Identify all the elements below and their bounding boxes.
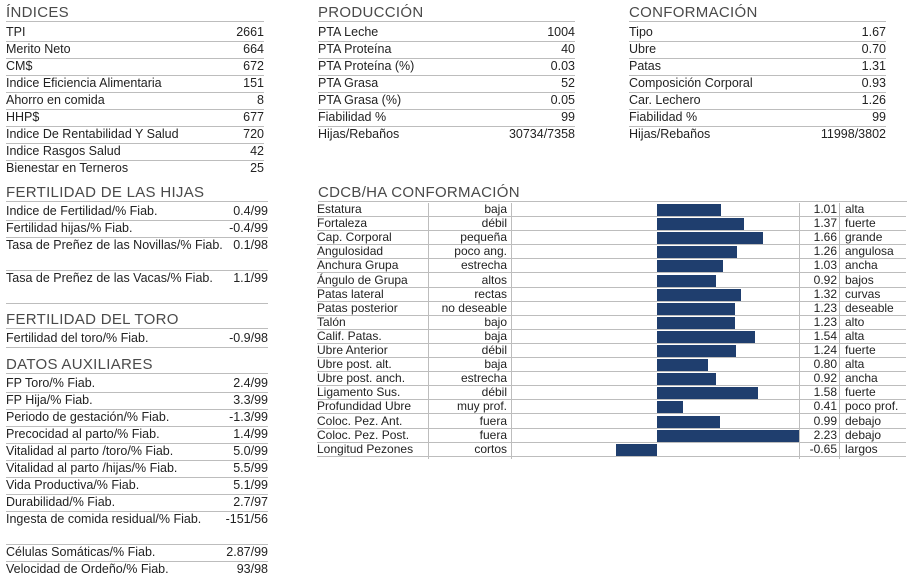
trait-low-label: altos	[481, 272, 507, 287]
trait-high-label: ancha	[845, 371, 878, 386]
trait-high-label: alto	[845, 314, 865, 329]
row-value: 1.1/99	[233, 271, 268, 285]
data-row	[6, 238, 268, 271]
trait-value: 1.32	[813, 286, 837, 301]
row-value: 2661	[236, 25, 264, 39]
row-label: PTA Proteína (%)	[318, 59, 415, 73]
row-label: PTA Leche	[318, 25, 379, 39]
data-row	[6, 545, 268, 562]
row-value: 0.05	[550, 93, 575, 107]
trait-low-label: cortos	[474, 441, 507, 456]
data-row	[629, 42, 886, 59]
trait-value: 0.92	[813, 272, 837, 287]
row-label: PTA Grasa (%)	[318, 93, 402, 107]
trait-low-label: baja	[484, 202, 507, 216]
trait-bar	[657, 275, 716, 287]
trait-high-label: ancha	[845, 258, 878, 273]
section-title: CONFORMACIÓN	[629, 4, 886, 22]
data-row	[6, 144, 264, 161]
row-value: 1.26	[861, 93, 886, 107]
row-label: Ubre	[629, 42, 657, 56]
trait-high-label: alta	[845, 328, 865, 343]
trait-low-label: estrecha	[460, 371, 507, 386]
trait-value: 1.58	[813, 385, 837, 400]
trait-name: Fortaleza	[317, 216, 368, 231]
trait-name: Cap. Corporal	[317, 230, 392, 245]
trait-bar	[657, 373, 716, 385]
trait-bar	[657, 289, 741, 301]
trait-high-label: fuerte	[845, 343, 876, 357]
data-row	[6, 59, 264, 76]
trait-name: Ángulo de Grupa	[317, 272, 408, 287]
row-label: Indice De Rentabilidad Y Salud	[6, 127, 179, 141]
trait-name: Angulosidad	[317, 244, 384, 259]
trait-bar	[657, 303, 735, 315]
section-title: DATOS AUXILIARES	[6, 356, 268, 374]
trait-row	[317, 358, 906, 372]
data-row	[6, 495, 268, 512]
row-label: Indice Rasgos Salud	[6, 144, 121, 158]
trait-value: 1.26	[813, 244, 837, 259]
section-title: PRODUCCIÓN	[318, 4, 575, 22]
trait-high-label: deseable	[845, 300, 894, 315]
row-label: PTA Proteína	[318, 42, 392, 56]
trait-row	[317, 231, 906, 245]
data-row	[6, 93, 264, 110]
row-label: Velocidad de Ordeño/% Fiab.	[6, 562, 169, 576]
data-row	[629, 59, 886, 76]
trait-bar	[657, 260, 723, 272]
row-label: Ahorro en comida	[6, 93, 105, 107]
trait-value: 1.01	[813, 202, 837, 216]
data-row	[6, 376, 268, 393]
trait-row	[317, 217, 906, 231]
row-value: 677	[243, 110, 264, 124]
row-label: PTA Grasa	[318, 76, 379, 90]
data-row	[6, 221, 268, 238]
trait-high-label: largos	[845, 441, 878, 456]
row-value: 93/98	[236, 562, 268, 576]
row-label: Ingesta de comida residual/% Fiab.	[6, 512, 202, 526]
section-title: ÍNDICES	[6, 4, 264, 22]
trait-name: Anchura Grupa	[317, 258, 399, 273]
trait-high-label: alta	[845, 357, 865, 372]
row-label: Fertilidad hijas/% Fiab.	[6, 221, 133, 235]
trait-value: 1.37	[813, 216, 837, 231]
data-row	[6, 127, 264, 144]
trait-low-label: baja	[484, 328, 507, 343]
trait-row	[317, 429, 906, 443]
data-row	[6, 512, 268, 545]
trait-high-label: bajos	[845, 272, 874, 287]
trait-row	[317, 400, 906, 414]
row-value: 5.1/99	[233, 478, 268, 492]
row-value: 40	[561, 42, 575, 56]
data-row	[6, 393, 268, 410]
data-row	[318, 42, 575, 59]
row-value: 30734/7358	[508, 127, 575, 141]
row-label: HHP$	[6, 110, 40, 124]
trait-low-label: bajo	[484, 314, 507, 329]
data-row	[6, 161, 264, 178]
row-label: Patas	[629, 59, 661, 73]
trait-row	[317, 330, 906, 344]
row-value: 99	[561, 110, 575, 124]
trait-bar	[657, 345, 736, 357]
row-label: CM$	[6, 59, 33, 73]
trait-low-label: débil	[481, 343, 507, 357]
trait-low-label: baja	[484, 357, 507, 372]
row-value: 0.93	[861, 76, 886, 90]
row-label: Fertilidad del toro/% Fiab.	[6, 331, 149, 345]
row-value: 672	[243, 59, 264, 73]
data-row	[318, 59, 575, 76]
row-label: Periodo de gestación/% Fiab.	[6, 410, 170, 424]
trait-value: 0.92	[813, 371, 837, 386]
row-label: Car. Lechero	[629, 93, 701, 107]
trait-row	[317, 316, 906, 330]
trait-row	[317, 288, 906, 302]
trait-row	[317, 274, 906, 288]
section-title: FERTILIDAD DEL TORO	[6, 311, 268, 329]
trait-value: 1.23	[813, 300, 837, 315]
trait-name: Calif. Patas.	[317, 328, 382, 343]
trait-name: Longitud Pezones	[317, 441, 414, 456]
trait-low-label: no deseable	[441, 300, 507, 315]
trait-bar	[657, 317, 735, 329]
trait-high-label: fuerte	[845, 385, 876, 400]
row-value: 25	[250, 161, 264, 175]
row-value: 0.70	[861, 42, 886, 56]
row-label: Composición Corporal	[629, 76, 753, 90]
row-value: -0.9/98	[229, 331, 268, 345]
trait-value: 0.99	[813, 413, 837, 428]
data-row	[6, 478, 268, 495]
data-row	[318, 25, 575, 42]
trait-row	[317, 245, 906, 259]
row-label: Precocidad al parto/% Fiab.	[6, 427, 160, 441]
row-value: 0.1/98	[233, 238, 268, 252]
data-row	[629, 25, 886, 42]
row-label: TPI	[6, 25, 26, 39]
row-label: Tipo	[629, 25, 653, 39]
trait-bar	[657, 218, 744, 230]
row-label: Fiabilidad %	[318, 110, 387, 124]
trait-bar	[657, 416, 720, 428]
row-label: Fiabilidad %	[629, 110, 698, 124]
row-label: Vitalidad al parto /toro/% Fiab.	[6, 444, 174, 458]
trait-bar	[657, 204, 721, 216]
row-value: 1.31	[861, 59, 886, 73]
row-value: 2.87/99	[226, 545, 268, 559]
data-row	[6, 76, 264, 93]
trait-bar	[657, 387, 758, 399]
data-row	[6, 42, 264, 59]
trait-value: 1.54	[813, 328, 837, 343]
trait-low-label: poco ang.	[454, 244, 507, 259]
trait-low-label: estrecha	[460, 258, 507, 273]
trait-row	[317, 344, 906, 358]
row-value: 5.0/99	[233, 444, 268, 458]
row-value: -1.3/99	[229, 410, 268, 424]
trait-low-label: muy prof.	[456, 399, 507, 414]
trait-low-label: fuera	[479, 413, 507, 428]
row-value: 99	[872, 110, 886, 124]
trait-low-label: fuera	[479, 427, 507, 442]
row-value: 664	[243, 42, 264, 56]
row-label: Indice Eficiencia Alimentaria	[6, 76, 162, 90]
trait-row	[317, 372, 906, 386]
trait-row	[317, 415, 906, 429]
data-row	[629, 110, 886, 127]
trait-name: Ubre post. anch.	[317, 371, 406, 386]
trait-row	[317, 386, 906, 400]
data-row	[629, 93, 886, 110]
data-row	[318, 110, 575, 127]
data-row	[6, 461, 268, 478]
row-label: Hijas/Rebaños	[318, 127, 400, 141]
trait-value: -0.65	[809, 441, 837, 456]
row-value: 0.03	[550, 59, 575, 73]
row-value: 1.67	[861, 25, 886, 39]
row-label: Durabilidad/% Fiab.	[6, 495, 116, 509]
row-label: FP Toro/% Fiab.	[6, 376, 96, 390]
trait-high-label: alta	[845, 202, 865, 216]
data-row	[6, 562, 268, 579]
data-row	[6, 331, 268, 348]
trait-bar	[657, 401, 683, 413]
trait-bar	[657, 359, 708, 371]
row-value: 2.4/99	[233, 376, 268, 390]
trait-value: 1.23	[813, 314, 837, 329]
trait-high-label: fuerte	[845, 216, 876, 231]
trait-value: 1.24	[813, 343, 837, 357]
data-row	[6, 444, 268, 461]
data-row	[318, 76, 575, 93]
trait-low-label: débil	[481, 216, 507, 231]
data-row	[6, 25, 264, 42]
row-value: 8	[257, 93, 264, 107]
row-label: FP Hija/% Fiab.	[6, 393, 93, 407]
trait-low-label: rectas	[474, 286, 507, 301]
trait-value: 1.66	[813, 230, 837, 245]
trait-name: Profundidad Ubre	[317, 399, 412, 414]
row-value: 2.7/97	[233, 495, 268, 509]
data-row	[6, 110, 264, 127]
row-value: -151/56	[225, 512, 268, 526]
row-value: -0.4/99	[229, 221, 268, 235]
row-value: 5.5/99	[233, 461, 268, 475]
row-value: 720	[243, 127, 264, 141]
trait-name: Patas posterior	[317, 300, 398, 315]
trait-value: 1.03	[813, 258, 837, 273]
trait-name: Talón	[317, 314, 346, 329]
data-row	[629, 127, 886, 144]
trait-row	[317, 302, 906, 316]
trait-high-label: debajo	[845, 427, 882, 442]
trait-name: Ubre Anterior	[317, 343, 388, 357]
row-value: 1004	[547, 25, 575, 39]
row-label: Merito Neto	[6, 42, 71, 56]
trait-bar	[657, 246, 737, 258]
trait-bar	[657, 430, 799, 442]
trait-high-label: poco prof.	[845, 399, 899, 414]
row-value: 151	[243, 76, 264, 90]
row-label: Tasa de Preñez de las Novillas/% Fiab.	[6, 238, 223, 252]
data-row	[6, 271, 268, 304]
row-value: 11998/3802	[820, 127, 886, 141]
data-row	[6, 204, 268, 221]
data-row	[318, 93, 575, 110]
trait-row	[317, 203, 906, 217]
row-value: 42	[250, 144, 264, 158]
section-title: FERTILIDAD DE LAS HIJAS	[6, 184, 268, 202]
row-label: Bienestar en Terneros	[6, 161, 129, 175]
row-label: Hijas/Rebaños	[629, 127, 711, 141]
trait-low-label: débil	[481, 385, 507, 400]
row-value: 3.3/99	[233, 393, 268, 407]
row-value: 52	[561, 76, 575, 90]
data-row	[6, 427, 268, 444]
section-title: CDCB/HA CONFORMACIÓN	[318, 184, 907, 202]
row-label: Tasa de Preñez de las Vacas/% Fiab.	[6, 271, 213, 285]
trait-low-label: pequeña	[460, 230, 507, 245]
row-value: 0.4/99	[233, 204, 268, 218]
trait-value: 0.80	[813, 357, 837, 372]
row-label: Vida Productiva/% Fiab.	[6, 478, 140, 492]
trait-name: Estatura	[317, 202, 362, 216]
data-row	[629, 76, 886, 93]
trait-name: Ligamento Sus.	[317, 385, 401, 400]
trait-row	[317, 259, 906, 273]
trait-high-label: curvas	[845, 286, 881, 301]
trait-name: Coloc. Pez. Ant.	[317, 413, 403, 428]
row-value: 1.4/99	[233, 427, 268, 441]
row-label: Indice de Fertilidad/% Fiab.	[6, 204, 158, 218]
trait-row	[317, 443, 906, 457]
trait-high-label: debajo	[845, 413, 882, 428]
trait-value: 0.41	[813, 399, 837, 414]
data-row	[318, 127, 575, 144]
trait-value: 2.23	[813, 427, 837, 442]
trait-high-label: grande	[845, 230, 883, 245]
data-row	[6, 410, 268, 427]
trait-name: Ubre post. alt.	[317, 357, 392, 372]
trait-high-label: angulosa	[845, 244, 894, 259]
trait-bar	[616, 444, 657, 456]
trait-name: Patas lateral	[317, 286, 384, 301]
row-label: Vitalidad al parto /hijas/% Fiab.	[6, 461, 178, 475]
trait-bar	[657, 331, 755, 343]
trait-bar	[657, 232, 763, 244]
row-label: Células Somáticas/% Fiab.	[6, 545, 156, 559]
trait-name: Coloc. Pez. Post.	[317, 427, 410, 442]
